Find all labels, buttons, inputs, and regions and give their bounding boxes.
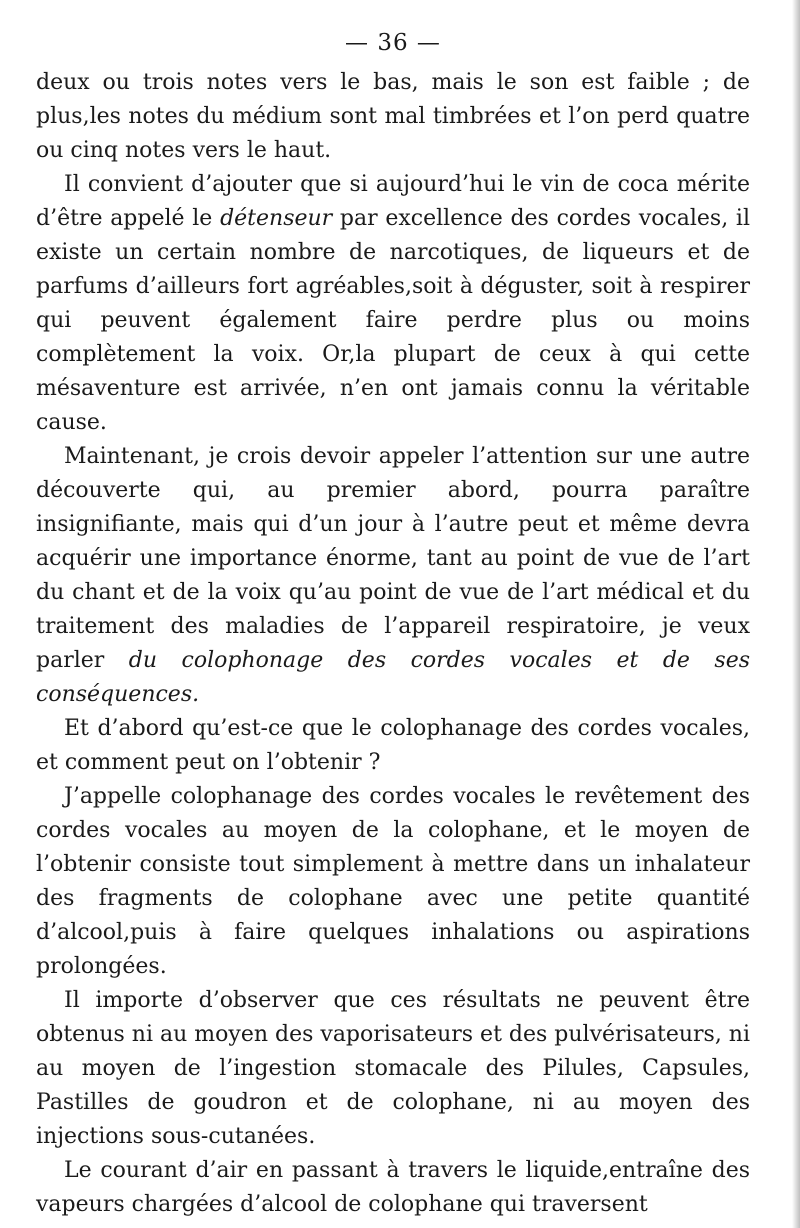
paragraph-text: deux ou trois notes vers le bas, mais le son est faible ; de plus,les notes du médium sont mal timbrées et l’on perd quatre ou cinq notes vers le haut. xyxy=(36,70,750,163)
paragraph-courant-d-air xyxy=(36,1154,750,1222)
paragraph-text: par excellence des cordes vocales, il existe un certain nombre de narcotiques, de liqueurs et de parfums d’ailleurs fort agréables,soit à déguster, soit à respirer qui peuvent également faire perdre plus ou moins complètement la voix. Or,la plupart de ceux à qui cette mésaventure est arrivée, n’en ont jamais connu la véritable cause. xyxy=(36,206,751,435)
paragraph-observation xyxy=(36,984,750,1154)
page-edge-shadow xyxy=(792,0,800,1228)
paragraph-text: Et d’abord qu’est-ce que le colophanage des cordes vocales, et comment peut on l’obtenir ? xyxy=(36,716,750,775)
paragraph-text: Maintenant, je crois devoir appeler l’attention sur une autre découverte qui, au premier abord, pourra paraître insignifiante, mais qui d’un jour à l’autre peut et même devra acquérir une importance énorme, tant au point de vue de l’art du chant et de la voix qu’au point de vue de l’art médical et du traitement des maladies de l’appareil respiratoire, je veux parler xyxy=(36,444,750,673)
paragraph-definition xyxy=(36,780,750,984)
paragraph-decouverte xyxy=(36,440,750,712)
paragraph-text: Le courant d’air en passant à travers le liquide,entraîne des vapeurs chargées d’alcool de colophane qui traversent xyxy=(36,1158,750,1217)
italic-term: détenseur xyxy=(220,206,333,231)
italic-phrase: du colophonage des cordes vocales et de ses conséquences. xyxy=(36,648,751,707)
paragraph-continuation xyxy=(36,66,750,168)
page-number: — 36 — xyxy=(345,30,441,56)
paragraph-text: J’appelle colophanage des cordes vocales le revêtement des cordes vocales au moyen de la colophane, et le moyen de l’obtenir consiste tout simplement à mettre dans un inhalateur des fragments de colophane avec une petite quantité d’alcool,puis à faire quelques inhalations ou aspirations prolongées. xyxy=(36,784,750,979)
paragraph-text: Il importe d’observer que ces résultats ne peuvent être obtenus ni au moyen des vaporisateurs et des pulvérisateurs, ni au moyen de l’ingestion stomacale des Pilules, Capsules, Pastilles de goudron et de colophane, ni au moyen des injections sous-cutanées. xyxy=(36,988,751,1149)
paragraph-question xyxy=(36,712,750,780)
paragraph-vin-de-coca xyxy=(36,168,750,440)
paragraph-text: Il convient d’ajouter que si aujourd’hui le vin de coca mérite d’être appelé le xyxy=(36,172,750,231)
